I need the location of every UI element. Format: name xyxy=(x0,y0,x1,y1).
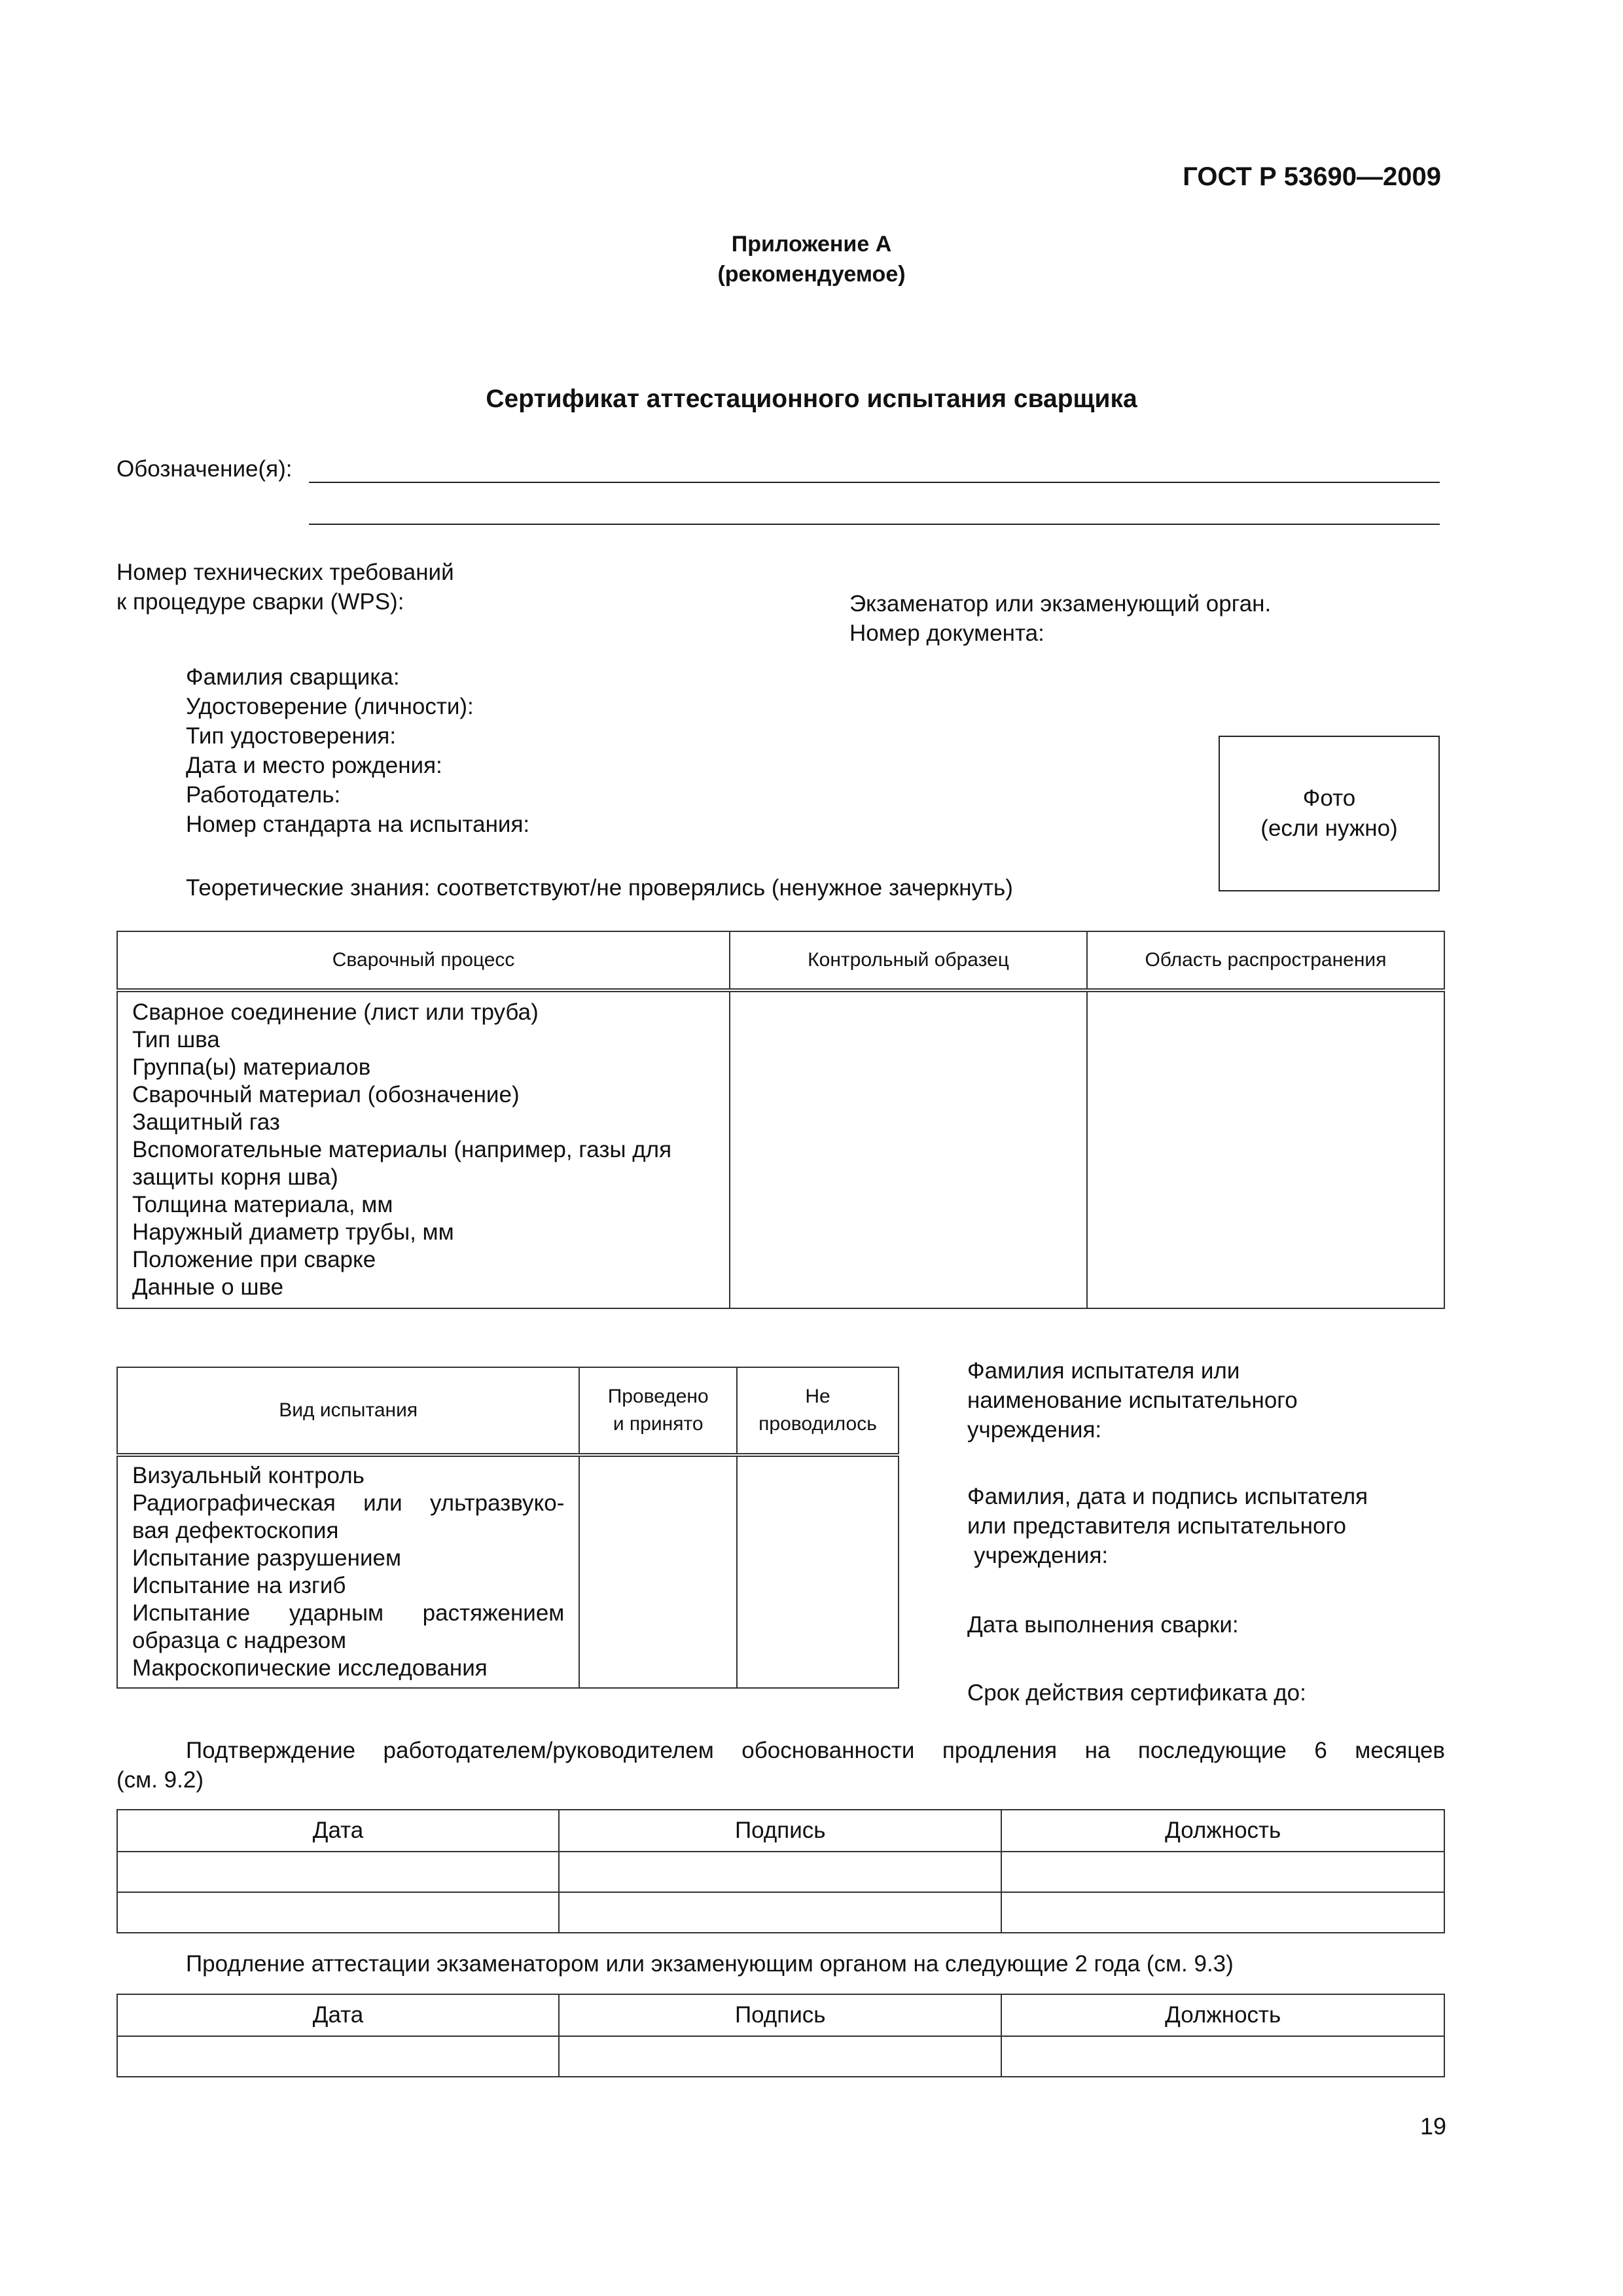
designation-line-2 xyxy=(309,524,1440,525)
confirmation-sign-table xyxy=(116,1809,1445,1933)
col-position: Должность xyxy=(1001,1994,1444,2036)
test-row: образца с надрезом xyxy=(132,1628,347,1653)
param-row: Тип шва xyxy=(132,1027,220,1052)
document-code: ГОСТ Р 53690—2009 xyxy=(1183,162,1441,191)
welding-process-table xyxy=(116,931,1445,1309)
param-row: Положение при сварке xyxy=(132,1247,376,1272)
test-row: Испытание ударным растяжением xyxy=(132,1600,565,1626)
test-standard-label: Номер стандарта на испытания: xyxy=(186,812,530,837)
range-cell xyxy=(1087,990,1444,1308)
col-not-tested-line2: проводилось xyxy=(758,1413,877,1435)
tester-label-line3: учреждения: xyxy=(967,1417,1102,1443)
birth-label: Дата и место рождения: xyxy=(186,753,442,778)
document-number-label: Номер документа: xyxy=(849,620,1044,646)
photo-box xyxy=(1219,736,1440,891)
col-date: Дата xyxy=(117,1810,559,1852)
tester-label-line2: наименование испытательного xyxy=(967,1388,1298,1413)
weld-date-label: Дата выполнения сварки: xyxy=(967,1612,1239,1638)
param-row: Наружный диаметр трубы, мм xyxy=(132,1219,454,1245)
not-tested-cell xyxy=(737,1455,899,1688)
employer-label: Работодатель: xyxy=(186,782,341,808)
test-row: Испытание разрушением xyxy=(132,1545,402,1571)
theory-knowledge-line: Теоретические знания: соответствуют/не проверялись (ненужное зачеркнуть) xyxy=(186,875,1013,901)
param-row: Сварное соединение (лист или труба) xyxy=(132,999,539,1025)
annex-title: Приложение А xyxy=(731,232,892,257)
table-cell[interactable] xyxy=(1001,1892,1444,1933)
table-cell[interactable] xyxy=(1001,1852,1444,1892)
tester-sign-line2: или представителя испытательного xyxy=(967,1513,1346,1539)
col-signature: Подпись xyxy=(559,1994,1001,2036)
test-row: Радиографическая или ультразвуко- xyxy=(132,1490,565,1516)
identity-label: Удостоверение (личности): xyxy=(186,694,474,719)
test-row: вая дефектоскопия xyxy=(132,1518,339,1543)
test-piece-cell xyxy=(730,990,1087,1308)
col-passed-line1: Проведено xyxy=(607,1386,709,1407)
param-row: Защитный газ xyxy=(132,1109,280,1135)
col-date: Дата xyxy=(117,1994,559,2036)
valid-until-label: Срок действия сертификата до: xyxy=(967,1680,1306,1706)
param-row: Толщина материала, мм xyxy=(132,1192,393,1217)
table-cell[interactable] xyxy=(559,1852,1001,1892)
col-test-type: Вид испытания xyxy=(117,1367,579,1455)
param-row: Сварочный материал (обозначение) xyxy=(132,1082,520,1107)
table-cell[interactable] xyxy=(1001,2036,1444,2077)
col-passed xyxy=(579,1367,737,1455)
extension-sign-table xyxy=(116,1994,1445,2077)
test-row: Макроскопические исследования xyxy=(132,1655,488,1681)
wps-label-line1: Номер технических требований xyxy=(116,560,454,585)
confirmation-ref: (см. 9.2) xyxy=(116,1767,204,1793)
examiner-label: Экзаменатор или экзаменующий орган. xyxy=(849,591,1272,617)
annex-status: (рекомендуемое) xyxy=(717,262,906,287)
table-cell[interactable] xyxy=(559,1892,1001,1933)
identity-type-label: Тип удостоверения: xyxy=(186,723,397,749)
col-not-tested-line1: Не xyxy=(805,1386,830,1407)
col-range: Область распространения xyxy=(1087,931,1444,990)
wps-label-line2: к процедуре сварки (WPS): xyxy=(116,589,404,615)
table-cell[interactable] xyxy=(117,2036,559,2077)
tester-sign-line1: Фамилия, дата и подпись испытателя xyxy=(967,1484,1368,1509)
col-welding-process: Сварочный процесс xyxy=(117,931,730,990)
tester-label-line1: Фамилия испытателя или xyxy=(967,1358,1240,1384)
extension-text: Продление аттестации экзаменатором или экзаменующим органом на следующие 2 года (см. 9.3) xyxy=(186,1951,1234,1977)
page-number: 19 xyxy=(1419,2113,1446,2140)
param-row: защиты корня шва) xyxy=(132,1164,338,1190)
col-not-tested xyxy=(737,1367,899,1455)
passed-cell xyxy=(579,1455,737,1688)
designation-line-1 xyxy=(309,482,1440,483)
table-cell[interactable] xyxy=(559,2036,1001,2077)
welder-surname-label: Фамилия сварщика: xyxy=(186,664,400,690)
col-signature: Подпись xyxy=(559,1810,1001,1852)
col-test-piece: Контрольный образец xyxy=(730,931,1087,990)
process-params-cell xyxy=(117,990,730,1308)
photo-label: Фото xyxy=(1302,785,1356,811)
test-row: Испытание на изгиб xyxy=(132,1573,346,1598)
table-cell[interactable] xyxy=(117,1892,559,1933)
test-type-table xyxy=(116,1367,899,1689)
certificate-title: Сертификат аттестационного испытания сварщика xyxy=(486,385,1137,413)
param-row: Вспомогательные материалы (например, газы для xyxy=(132,1137,672,1162)
designation-label: Обозначение(я): xyxy=(116,456,293,482)
test-row: Визуальный контроль xyxy=(132,1463,365,1488)
param-row: Группа(ы) материалов xyxy=(132,1054,371,1080)
param-row: Данные о шве xyxy=(132,1274,284,1300)
table-cell[interactable] xyxy=(117,1852,559,1892)
test-types-cell xyxy=(117,1455,579,1688)
col-position: Должность xyxy=(1001,1810,1444,1852)
photo-note: (если нужно) xyxy=(1260,816,1398,841)
col-passed-line2: и принято xyxy=(613,1413,704,1435)
confirmation-text: Подтверждение работодателем/руководителем обоснованности продления на последующие 6 месяцев xyxy=(186,1738,1445,1763)
tester-sign-line3: учреждения: xyxy=(974,1543,1109,1568)
